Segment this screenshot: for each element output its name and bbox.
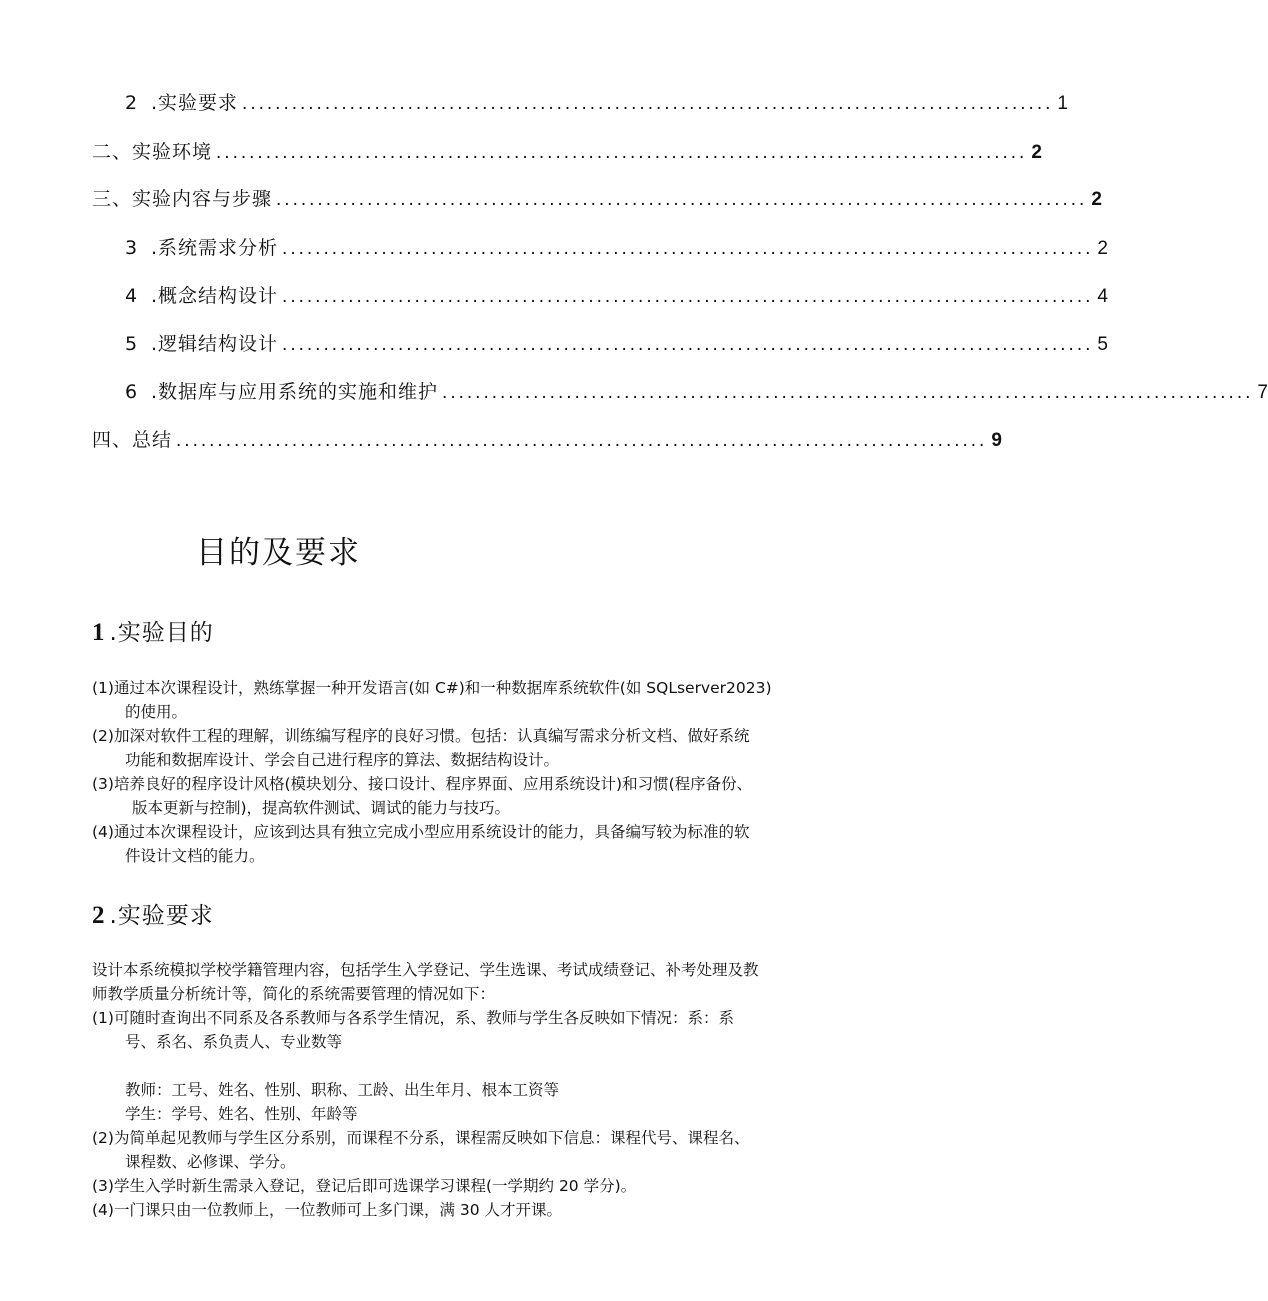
list-item bbox=[92, 724, 820, 772]
toc-entry[interactable] bbox=[92, 185, 1102, 213]
list-item bbox=[92, 1126, 820, 1174]
item-text: 一门课只由一位教师上，一位教师可上多门课，满 30 人才开课。 bbox=[113, 1201, 563, 1219]
toc-entry-page: 4 bbox=[1097, 286, 1108, 307]
item-label: (4) bbox=[92, 1201, 114, 1219]
toc-entry-page: 2 bbox=[1097, 238, 1108, 259]
toc-entry-title: .系统需求分析 bbox=[151, 237, 279, 259]
section-heading bbox=[92, 614, 214, 647]
student-fields: 学生：学号、姓名、性别、年龄等 bbox=[125, 1105, 358, 1123]
item-text: 加深对软件工程的理解，训练编写程序的良好习惯。包括：认真编写需求分析文档、做好系统 bbox=[113, 727, 750, 745]
item-label: (4) bbox=[92, 823, 114, 841]
page-title: 目的及要求 bbox=[196, 535, 361, 571]
toc-entry-title: 二、实验环境 bbox=[92, 141, 213, 163]
toc-entry[interactable] bbox=[125, 330, 1108, 358]
list-item bbox=[92, 1174, 820, 1198]
toc-entry-title: .概念结构设计 bbox=[151, 285, 279, 307]
toc-entry-title: 三、实验内容与步骤 bbox=[92, 188, 273, 210]
list-item bbox=[92, 820, 820, 868]
toc-entry[interactable] bbox=[125, 89, 1068, 117]
toc-entry-title: .逻辑结构设计 bbox=[151, 333, 279, 355]
toc-leader-dots: .................................................................................................. bbox=[242, 93, 1054, 114]
list-item bbox=[92, 1006, 820, 1054]
item-text: 学生入学时新生需录入登记，登记后即可选课学习课程(一学期约 20 学分)。 bbox=[113, 1177, 637, 1195]
requirements-body bbox=[92, 958, 820, 1222]
item-text-continued: 件设计文档的能力。 bbox=[125, 847, 265, 865]
teacher-fields: 教师：工号、姓名、性别、职称、工龄、出生年月、根本工资等 bbox=[125, 1081, 560, 1099]
toc-entry[interactable] bbox=[125, 378, 1268, 406]
toc-entry-number: 3 bbox=[125, 237, 139, 259]
section-title: .实验要求 bbox=[109, 903, 214, 929]
item-text: 为简单起见教师与学生区分系别，而课程不分系，课程需反映如下信息：课程代号、课程名、 bbox=[113, 1129, 750, 1147]
toc-leader-dots: .................................................................................................. bbox=[282, 238, 1094, 259]
toc-leader-dots: .................................................................................................. bbox=[282, 334, 1094, 355]
item-text: 培养良好的程序设计风格(模块划分、接口设计、程序界面、应用系统设计)和习惯(程序备份、 bbox=[113, 775, 753, 793]
list-item bbox=[92, 676, 820, 724]
item-label: (2) bbox=[92, 1129, 114, 1147]
toc-entry[interactable] bbox=[92, 426, 1002, 454]
item-label: (3) bbox=[92, 775, 114, 793]
section-heading bbox=[92, 897, 214, 930]
objectives-list bbox=[92, 676, 820, 868]
intro-paragraph bbox=[92, 958, 820, 1006]
toc-entry-page: 7 bbox=[1257, 382, 1268, 403]
item-text-continued: 的使用。 bbox=[125, 703, 188, 721]
item-text-continued: 版本更新与控制)，提高软件测试、调试的能力与技巧。 bbox=[132, 799, 511, 817]
toc-entry-number: 4 bbox=[125, 285, 139, 307]
toc-entry-page: 1 bbox=[1057, 93, 1068, 114]
toc-entry-number: 2 bbox=[125, 92, 139, 114]
toc-entry-page: 2 bbox=[1031, 142, 1042, 163]
intro-line: 师教学质量分析统计等，简化的系统需要管理的情况如下： bbox=[92, 985, 496, 1003]
toc-entry[interactable] bbox=[92, 138, 1042, 166]
item-text: 可随时查询出不同系及各系教师与各系学生情况，系、教师与学生各反映如下情况：系：系 bbox=[113, 1009, 734, 1027]
toc-entry[interactable] bbox=[125, 234, 1108, 262]
item-text: 通过本次课程设计，熟练掌握一种开发语言(如 C#)和一种数据库系统软件(如 SQLserver2023) bbox=[113, 679, 772, 697]
list-item bbox=[92, 772, 820, 820]
section-title: .实验目的 bbox=[109, 620, 214, 646]
toc-leader-dots: .................................................................................................. bbox=[276, 189, 1088, 210]
toc-entry-title: 四、总结 bbox=[92, 429, 173, 451]
item-label: (2) bbox=[92, 727, 114, 745]
section-number: 2 bbox=[92, 902, 106, 929]
item-label: (1) bbox=[92, 679, 114, 697]
intro-line: 设计本系统模拟学校学籍管理内容，包括学生入学登记、学生选课、考试成绩登记、补考处理及教 bbox=[92, 961, 759, 979]
toc-leader-dots: .................................................................................................. bbox=[442, 382, 1254, 403]
list-item bbox=[92, 1198, 820, 1222]
item-text-continued: 课程数、必修课、学分。 bbox=[125, 1153, 296, 1171]
toc-entry-page: 5 bbox=[1097, 334, 1108, 355]
section-number: 1 bbox=[92, 619, 106, 646]
item-label: (1) bbox=[92, 1009, 114, 1027]
item-text-continued: 功能和数据库设计、学会自己进行程序的算法、数据结构设计。 bbox=[125, 751, 560, 769]
item-text: 通过本次课程设计，应该到达具有独立完成小型应用系统设计的能力，具备编写较为标准的软 bbox=[113, 823, 750, 841]
toc-entry-title: .数据库与应用系统的实施和维护 bbox=[151, 381, 439, 403]
spacer bbox=[92, 1054, 820, 1078]
toc-entry-number: 6 bbox=[125, 381, 139, 403]
toc-leader-dots: .................................................................................................. bbox=[282, 286, 1094, 307]
toc-entry-page: 2 bbox=[1091, 189, 1102, 210]
toc-entry-title: .实验要求 bbox=[151, 92, 239, 114]
toc-entry-number: 5 bbox=[125, 333, 139, 355]
item-label: (3) bbox=[92, 1177, 114, 1195]
toc-leader-dots: .................................................................................................. bbox=[216, 142, 1028, 163]
toc-entry[interactable] bbox=[125, 282, 1108, 310]
toc-entry-page: 9 bbox=[991, 430, 1002, 451]
toc-leader-dots: .................................................................................................. bbox=[176, 430, 988, 451]
item-text-continued: 号、系名、系负责人、专业数等 bbox=[125, 1033, 343, 1051]
